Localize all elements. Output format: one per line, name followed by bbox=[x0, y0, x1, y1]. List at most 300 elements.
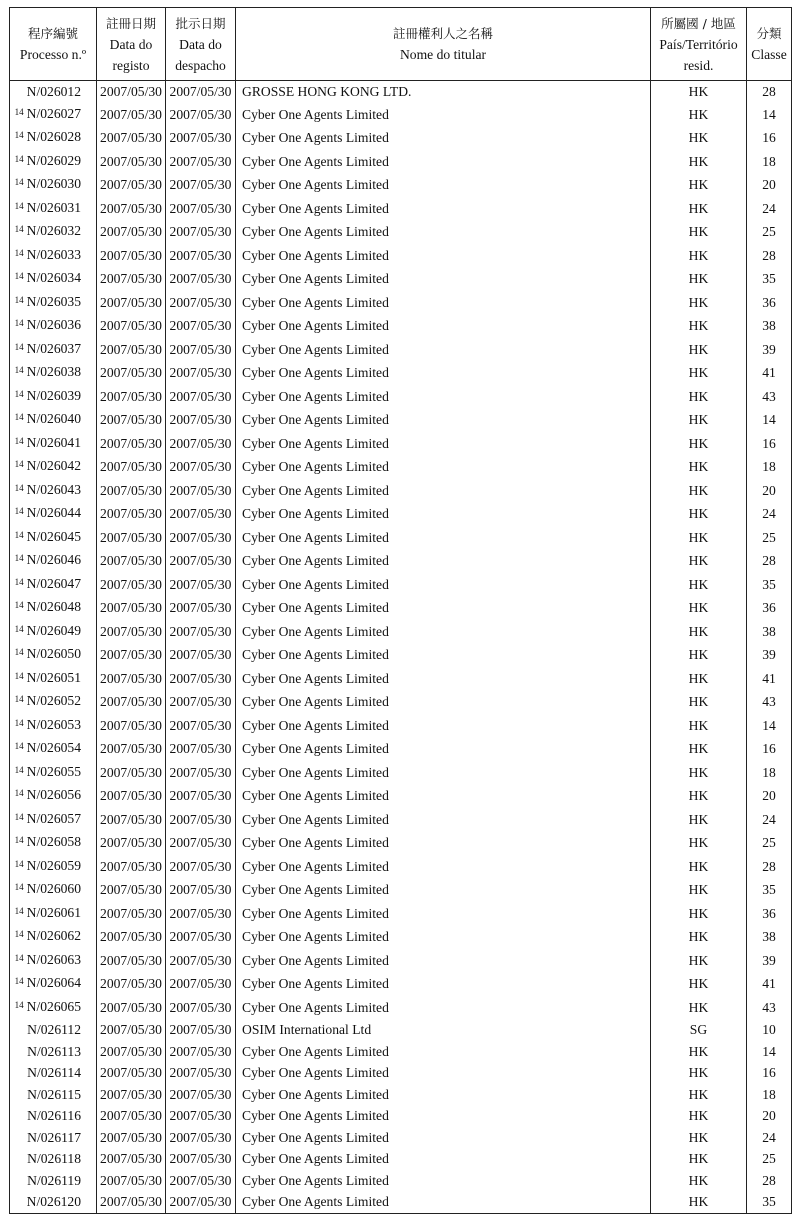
registration-date-cell: 2007/05/30 bbox=[97, 972, 166, 996]
process-number-cell bbox=[10, 408, 97, 432]
dispatch-date-cell: 2007/05/30 bbox=[166, 831, 236, 855]
dispatch-date-cell: 2007/05/30 bbox=[166, 479, 236, 503]
header-pais-zh: 所屬國 / 地區 bbox=[661, 15, 736, 31]
dispatch-date-cell: 2007/05/30 bbox=[166, 949, 236, 973]
holder-name-cell: Cyber One Agents Limited bbox=[236, 902, 651, 926]
holder-name-cell: Cyber One Agents Limited bbox=[236, 737, 651, 761]
dispatch-date-cell: 2007/05/30 bbox=[166, 126, 236, 150]
holder-name-cell: Cyber One Agents Limited bbox=[236, 573, 651, 597]
registration-date-cell: 2007/05/30 bbox=[97, 150, 166, 174]
holder-name-cell: Cyber One Agents Limited bbox=[236, 690, 651, 714]
holder-name-cell: Cyber One Agents Limited bbox=[236, 408, 651, 432]
table-row bbox=[10, 573, 792, 597]
header-pais bbox=[651, 8, 747, 81]
dispatch-date-cell: 2007/05/30 bbox=[166, 596, 236, 620]
footnote-mark: 14 bbox=[14, 435, 24, 446]
dispatch-date-cell: 2007/05/30 bbox=[166, 526, 236, 550]
table-row bbox=[10, 925, 792, 949]
class-cell: 14 bbox=[747, 103, 792, 127]
class-cell: 28 bbox=[747, 81, 792, 103]
dispatch-date-cell: 2007/05/30 bbox=[166, 244, 236, 268]
holder-name-cell: Cyber One Agents Limited bbox=[236, 126, 651, 150]
holder-name-cell: Cyber One Agents Limited bbox=[236, 1105, 651, 1127]
process-number: N/026033 bbox=[26, 246, 81, 262]
class-cell: 25 bbox=[747, 1148, 792, 1170]
footnote-mark: 14 bbox=[14, 623, 24, 634]
process-number: N/026117 bbox=[27, 1129, 81, 1145]
process-number-cell bbox=[10, 925, 97, 949]
table-row bbox=[10, 1148, 792, 1170]
country-cell: HK bbox=[651, 338, 747, 362]
process-number-cell bbox=[10, 714, 97, 738]
footnote-mark: 14 bbox=[14, 130, 24, 140]
holder-name-cell: Cyber One Agents Limited bbox=[236, 385, 651, 409]
country-cell: HK bbox=[651, 361, 747, 385]
footnote-mark: 14 bbox=[14, 952, 24, 963]
registration-date-cell: 2007/05/30 bbox=[97, 667, 166, 691]
process-number-cell bbox=[10, 479, 97, 503]
process-number: N/026112 bbox=[27, 1022, 81, 1037]
table-row bbox=[10, 197, 792, 221]
process-number-cell bbox=[10, 690, 97, 714]
class-cell: 25 bbox=[747, 220, 792, 244]
header-classe-zh: 分類 bbox=[756, 26, 782, 41]
process-number-cell bbox=[10, 1105, 97, 1127]
footnote-mark: 14 bbox=[14, 200, 24, 211]
country-cell: HK bbox=[651, 573, 747, 597]
process-number: N/026051 bbox=[26, 669, 81, 685]
country-cell: HK bbox=[651, 737, 747, 761]
process-number: N/026114 bbox=[27, 1065, 81, 1080]
process-number: N/026054 bbox=[26, 740, 81, 755]
table-row bbox=[10, 1084, 792, 1106]
holder-name-cell: Cyber One Agents Limited bbox=[236, 808, 651, 832]
dispatch-date-cell: 2007/05/30 bbox=[166, 996, 236, 1020]
header-titular-zh: 註冊權利人之名稱 bbox=[392, 26, 493, 41]
footnote-mark: 14 bbox=[14, 247, 24, 258]
country-cell: HK bbox=[651, 502, 747, 526]
dispatch-date-cell: 2007/05/30 bbox=[166, 737, 236, 761]
footnote-mark: 14 bbox=[14, 224, 24, 234]
class-cell: 28 bbox=[747, 1170, 792, 1192]
footnote-mark: 14 bbox=[14, 670, 24, 681]
table-row bbox=[10, 620, 792, 644]
process-number: N/026030 bbox=[26, 176, 81, 191]
process-number: N/026047 bbox=[26, 575, 81, 591]
dispatch-date-cell: 2007/05/30 bbox=[166, 855, 236, 879]
holder-name-cell: Cyber One Agents Limited bbox=[236, 479, 651, 503]
country-cell: HK bbox=[651, 831, 747, 855]
footnote-mark: 14 bbox=[14, 177, 24, 187]
dispatch-date-cell: 2007/05/30 bbox=[166, 1105, 236, 1127]
registration-date-cell: 2007/05/30 bbox=[97, 220, 166, 244]
registration-date-cell: 2007/05/30 bbox=[97, 314, 166, 338]
footnote-mark: 14 bbox=[14, 318, 24, 328]
process-number: N/026012 bbox=[26, 84, 81, 99]
class-cell: 16 bbox=[747, 737, 792, 761]
process-number: N/026057 bbox=[26, 810, 81, 826]
process-number: N/026041 bbox=[26, 434, 81, 450]
table-row bbox=[10, 714, 792, 738]
dispatch-date-cell: 2007/05/30 bbox=[166, 361, 236, 385]
process-number: N/026027 bbox=[26, 105, 81, 121]
table-row bbox=[10, 855, 792, 879]
class-cell: 24 bbox=[747, 808, 792, 832]
table-row bbox=[10, 361, 792, 385]
country-cell: HK bbox=[651, 596, 747, 620]
process-number: N/026035 bbox=[26, 293, 81, 309]
footnote-mark: 14 bbox=[14, 106, 24, 117]
footnote-mark: 14 bbox=[14, 647, 24, 657]
class-cell: 28 bbox=[747, 855, 792, 879]
dispatch-date-cell: 2007/05/30 bbox=[166, 220, 236, 244]
class-cell: 35 bbox=[747, 878, 792, 902]
process-number-cell bbox=[10, 573, 97, 597]
process-number-cell bbox=[10, 385, 97, 409]
registration-date-cell: 2007/05/30 bbox=[97, 432, 166, 456]
process-number: N/026056 bbox=[26, 787, 81, 802]
class-cell: 43 bbox=[747, 385, 792, 409]
table-row bbox=[10, 596, 792, 620]
class-cell: 20 bbox=[747, 1105, 792, 1127]
footnote-mark: 14 bbox=[14, 600, 24, 610]
process-number: N/026028 bbox=[26, 129, 81, 144]
footnote-mark: 14 bbox=[14, 529, 24, 540]
registration-date-cell: 2007/05/30 bbox=[97, 526, 166, 550]
class-cell: 25 bbox=[747, 526, 792, 550]
footnote-mark: 14 bbox=[14, 271, 24, 281]
table-row bbox=[10, 173, 792, 197]
country-cell: HK bbox=[651, 314, 747, 338]
dispatch-date-cell: 2007/05/30 bbox=[166, 573, 236, 597]
header-pais-pt2: resid. bbox=[683, 57, 714, 73]
class-cell: 28 bbox=[747, 549, 792, 573]
holder-name-cell: Cyber One Agents Limited bbox=[236, 1148, 651, 1170]
dispatch-date-cell: 2007/05/30 bbox=[166, 385, 236, 409]
dispatch-date-cell: 2007/05/30 bbox=[166, 1127, 236, 1149]
holder-name-cell: Cyber One Agents Limited bbox=[236, 549, 651, 573]
process-number-cell bbox=[10, 526, 97, 550]
process-number: N/026046 bbox=[26, 552, 81, 567]
country-cell: HK bbox=[651, 620, 747, 644]
class-cell: 24 bbox=[747, 502, 792, 526]
dispatch-date-cell: 2007/05/30 bbox=[166, 643, 236, 667]
holder-name-cell: Cyber One Agents Limited bbox=[236, 314, 651, 338]
country-cell: HK bbox=[651, 432, 747, 456]
holder-name-cell: Cyber One Agents Limited bbox=[236, 432, 651, 456]
process-number-cell bbox=[10, 150, 97, 174]
holder-name-cell: Cyber One Agents Limited bbox=[236, 831, 651, 855]
class-cell: 38 bbox=[747, 314, 792, 338]
footnote-mark: 14 bbox=[14, 764, 24, 775]
header-processo-zh: 程序編號 bbox=[27, 26, 78, 41]
process-number-cell bbox=[10, 831, 97, 855]
holder-name-cell: Cyber One Agents Limited bbox=[236, 1191, 651, 1213]
registration-date-cell: 2007/05/30 bbox=[97, 949, 166, 973]
country-cell: HK bbox=[651, 784, 747, 808]
class-cell: 18 bbox=[747, 455, 792, 479]
process-number-cell bbox=[10, 1127, 97, 1149]
dispatch-date-cell: 2007/05/30 bbox=[166, 761, 236, 785]
trademark-registry-table bbox=[9, 7, 792, 1214]
table-row bbox=[10, 972, 792, 996]
process-number-cell bbox=[10, 549, 97, 573]
class-cell: 16 bbox=[747, 1062, 792, 1084]
class-cell: 18 bbox=[747, 761, 792, 785]
header-registo-pt2: registo bbox=[112, 57, 150, 73]
registration-date-cell: 2007/05/30 bbox=[97, 267, 166, 291]
registration-date-cell: 2007/05/30 bbox=[97, 1105, 166, 1127]
class-cell: 28 bbox=[747, 244, 792, 268]
holder-name-cell: Cyber One Agents Limited bbox=[236, 338, 651, 362]
class-cell: 39 bbox=[747, 338, 792, 362]
country-cell: HK bbox=[651, 81, 747, 103]
table-row bbox=[10, 643, 792, 667]
table-row bbox=[10, 784, 792, 808]
country-cell: HK bbox=[651, 385, 747, 409]
holder-name-cell: Cyber One Agents Limited bbox=[236, 714, 651, 738]
process-number-cell bbox=[10, 173, 97, 197]
holder-name-cell: Cyber One Agents Limited bbox=[236, 502, 651, 526]
dispatch-date-cell: 2007/05/30 bbox=[166, 1191, 236, 1213]
holder-name-cell: Cyber One Agents Limited bbox=[236, 1170, 651, 1192]
table-row bbox=[10, 1127, 792, 1149]
class-cell: 41 bbox=[747, 667, 792, 691]
process-number: N/026039 bbox=[26, 387, 81, 403]
holder-name-cell: Cyber One Agents Limited bbox=[236, 103, 651, 127]
class-cell: 35 bbox=[747, 267, 792, 291]
table-row bbox=[10, 1105, 792, 1127]
process-number-cell bbox=[10, 291, 97, 315]
header-processo bbox=[10, 8, 97, 81]
registration-date-cell: 2007/05/30 bbox=[97, 620, 166, 644]
class-cell: 18 bbox=[747, 150, 792, 174]
footnote-mark: 14 bbox=[14, 882, 24, 892]
table-row bbox=[10, 1170, 792, 1192]
dispatch-date-cell: 2007/05/30 bbox=[166, 1170, 236, 1192]
table-row bbox=[10, 220, 792, 244]
footnote-mark: 14 bbox=[14, 976, 24, 986]
table-row bbox=[10, 291, 792, 315]
holder-name-cell: Cyber One Agents Limited bbox=[236, 220, 651, 244]
registration-date-cell: 2007/05/30 bbox=[97, 244, 166, 268]
dispatch-date-cell: 2007/05/30 bbox=[166, 1148, 236, 1170]
dispatch-date-cell: 2007/05/30 bbox=[166, 667, 236, 691]
process-number: N/026029 bbox=[26, 152, 81, 168]
footnote-mark: 14 bbox=[14, 717, 24, 728]
dispatch-date-cell: 2007/05/30 bbox=[166, 1041, 236, 1063]
process-number: N/026044 bbox=[26, 505, 81, 520]
registration-date-cell: 2007/05/30 bbox=[97, 855, 166, 879]
header-processo-pt: Processo n.º bbox=[19, 47, 87, 62]
table-row bbox=[10, 81, 792, 103]
process-number: N/026120 bbox=[26, 1194, 81, 1209]
table-row bbox=[10, 479, 792, 503]
footnote-mark: 14 bbox=[14, 506, 24, 516]
process-number: N/026060 bbox=[26, 881, 81, 896]
header-titular-pt: Nome do titular bbox=[399, 47, 487, 62]
table-row bbox=[10, 150, 792, 174]
process-number-cell bbox=[10, 126, 97, 150]
table-row bbox=[10, 103, 792, 127]
dispatch-date-cell: 2007/05/30 bbox=[166, 878, 236, 902]
table-row bbox=[10, 1019, 792, 1041]
table-row bbox=[10, 949, 792, 973]
dispatch-date-cell: 2007/05/30 bbox=[166, 267, 236, 291]
class-cell: 35 bbox=[747, 1191, 792, 1213]
footnote-mark: 14 bbox=[14, 365, 24, 375]
process-number-cell bbox=[10, 808, 97, 832]
process-number-cell bbox=[10, 1148, 97, 1170]
class-cell: 39 bbox=[747, 643, 792, 667]
holder-name-cell: Cyber One Agents Limited bbox=[236, 620, 651, 644]
holder-name-cell: Cyber One Agents Limited bbox=[236, 949, 651, 973]
class-cell: 10 bbox=[747, 1019, 792, 1041]
country-cell: HK bbox=[651, 103, 747, 127]
header-classe bbox=[747, 8, 792, 81]
registration-date-cell: 2007/05/30 bbox=[97, 925, 166, 949]
table-row bbox=[10, 385, 792, 409]
process-number: N/026116 bbox=[27, 1108, 81, 1123]
registration-date-cell: 2007/05/30 bbox=[97, 291, 166, 315]
header-classe-pt: Classe bbox=[751, 47, 787, 62]
registration-date-cell: 2007/05/30 bbox=[97, 126, 166, 150]
process-number: N/026042 bbox=[26, 458, 81, 473]
country-cell: HK bbox=[651, 690, 747, 714]
country-cell: HK bbox=[651, 1170, 747, 1192]
table-row bbox=[10, 667, 792, 691]
registration-date-cell: 2007/05/30 bbox=[97, 1191, 166, 1213]
country-cell: HK bbox=[651, 902, 747, 926]
process-number-cell bbox=[10, 455, 97, 479]
holder-name-cell: Cyber One Agents Limited bbox=[236, 1062, 651, 1084]
footnote-mark: 14 bbox=[14, 835, 24, 845]
process-number: N/026040 bbox=[26, 411, 81, 426]
footnote-mark: 14 bbox=[14, 905, 24, 916]
class-cell: 41 bbox=[747, 972, 792, 996]
class-cell: 16 bbox=[747, 432, 792, 456]
holder-name-cell: Cyber One Agents Limited bbox=[236, 526, 651, 550]
registration-date-cell: 2007/05/30 bbox=[97, 1041, 166, 1063]
process-number: N/026119 bbox=[27, 1172, 81, 1188]
country-cell: HK bbox=[651, 1084, 747, 1106]
process-number-cell bbox=[10, 996, 97, 1020]
class-cell: 36 bbox=[747, 291, 792, 315]
table-row bbox=[10, 737, 792, 761]
process-number-cell bbox=[10, 643, 97, 667]
country-cell: HK bbox=[651, 714, 747, 738]
registration-date-cell: 2007/05/30 bbox=[97, 502, 166, 526]
table-row bbox=[10, 502, 792, 526]
class-cell: 20 bbox=[747, 784, 792, 808]
class-cell: 36 bbox=[747, 596, 792, 620]
header-despacho-zh: 批示日期 bbox=[175, 15, 226, 31]
table-row bbox=[10, 526, 792, 550]
table-row bbox=[10, 761, 792, 785]
holder-name-cell: Cyber One Agents Limited bbox=[236, 455, 651, 479]
table-body bbox=[10, 81, 792, 1214]
class-cell: 43 bbox=[747, 690, 792, 714]
registration-date-cell: 2007/05/30 bbox=[97, 1019, 166, 1041]
registration-date-cell: 2007/05/30 bbox=[97, 902, 166, 926]
country-cell: HK bbox=[651, 878, 747, 902]
dispatch-date-cell: 2007/05/30 bbox=[166, 1084, 236, 1106]
holder-name-cell: OSIM International Ltd bbox=[236, 1019, 651, 1041]
registration-date-cell: 2007/05/30 bbox=[97, 408, 166, 432]
process-number: N/026036 bbox=[26, 317, 81, 332]
holder-name-cell: Cyber One Agents Limited bbox=[236, 1127, 651, 1149]
process-number: N/026062 bbox=[26, 928, 81, 943]
table-row bbox=[10, 126, 792, 150]
process-number: N/026032 bbox=[26, 223, 81, 238]
process-number-cell bbox=[10, 267, 97, 291]
holder-name-cell: Cyber One Agents Limited bbox=[236, 996, 651, 1020]
holder-name-cell: Cyber One Agents Limited bbox=[236, 291, 651, 315]
footnote-mark: 14 bbox=[14, 388, 24, 399]
table-row bbox=[10, 902, 792, 926]
class-cell: 38 bbox=[747, 925, 792, 949]
class-cell: 35 bbox=[747, 573, 792, 597]
header-registo bbox=[97, 8, 166, 81]
header-registo-zh: 註冊日期 bbox=[105, 15, 156, 31]
process-number: N/026065 bbox=[26, 998, 81, 1014]
process-number-cell bbox=[10, 338, 97, 362]
country-cell: HK bbox=[651, 949, 747, 973]
country-cell: HK bbox=[651, 996, 747, 1020]
process-number-cell bbox=[10, 103, 97, 127]
registration-date-cell: 2007/05/30 bbox=[97, 761, 166, 785]
country-cell: HK bbox=[651, 761, 747, 785]
dispatch-date-cell: 2007/05/30 bbox=[166, 291, 236, 315]
footnote-mark: 14 bbox=[14, 553, 24, 563]
country-cell: HK bbox=[651, 479, 747, 503]
country-cell: HK bbox=[651, 526, 747, 550]
process-number: N/026043 bbox=[26, 481, 81, 497]
registration-date-cell: 2007/05/30 bbox=[97, 737, 166, 761]
holder-name-cell: Cyber One Agents Limited bbox=[236, 596, 651, 620]
country-cell: HK bbox=[651, 1041, 747, 1063]
class-cell: 36 bbox=[747, 902, 792, 926]
registration-date-cell: 2007/05/30 bbox=[97, 479, 166, 503]
dispatch-date-cell: 2007/05/30 bbox=[166, 314, 236, 338]
process-number-cell bbox=[10, 197, 97, 221]
process-number: N/026045 bbox=[26, 528, 81, 544]
process-number: N/026115 bbox=[27, 1086, 81, 1102]
process-number-cell bbox=[10, 1019, 97, 1041]
country-cell: HK bbox=[651, 925, 747, 949]
registration-date-cell: 2007/05/30 bbox=[97, 197, 166, 221]
header-row bbox=[10, 8, 792, 81]
holder-name-cell: Cyber One Agents Limited bbox=[236, 244, 651, 268]
table-row bbox=[10, 549, 792, 573]
footnote-mark: 14 bbox=[14, 341, 24, 352]
header-registo-pt1: Data do bbox=[109, 36, 153, 52]
footnote-mark: 14 bbox=[14, 858, 24, 869]
holder-name-cell: Cyber One Agents Limited bbox=[236, 173, 651, 197]
dispatch-date-cell: 2007/05/30 bbox=[166, 197, 236, 221]
process-number: N/026059 bbox=[26, 857, 81, 873]
dispatch-date-cell: 2007/05/30 bbox=[166, 902, 236, 926]
dispatch-date-cell: 2007/05/30 bbox=[166, 408, 236, 432]
footnote-mark: 14 bbox=[14, 788, 24, 798]
holder-name-cell: Cyber One Agents Limited bbox=[236, 878, 651, 902]
country-cell: HK bbox=[651, 455, 747, 479]
registration-date-cell: 2007/05/30 bbox=[97, 996, 166, 1020]
registration-date-cell: 2007/05/30 bbox=[97, 173, 166, 197]
dispatch-date-cell: 2007/05/30 bbox=[166, 925, 236, 949]
process-number: N/026050 bbox=[26, 646, 81, 661]
footnote-mark: 14 bbox=[14, 929, 24, 939]
